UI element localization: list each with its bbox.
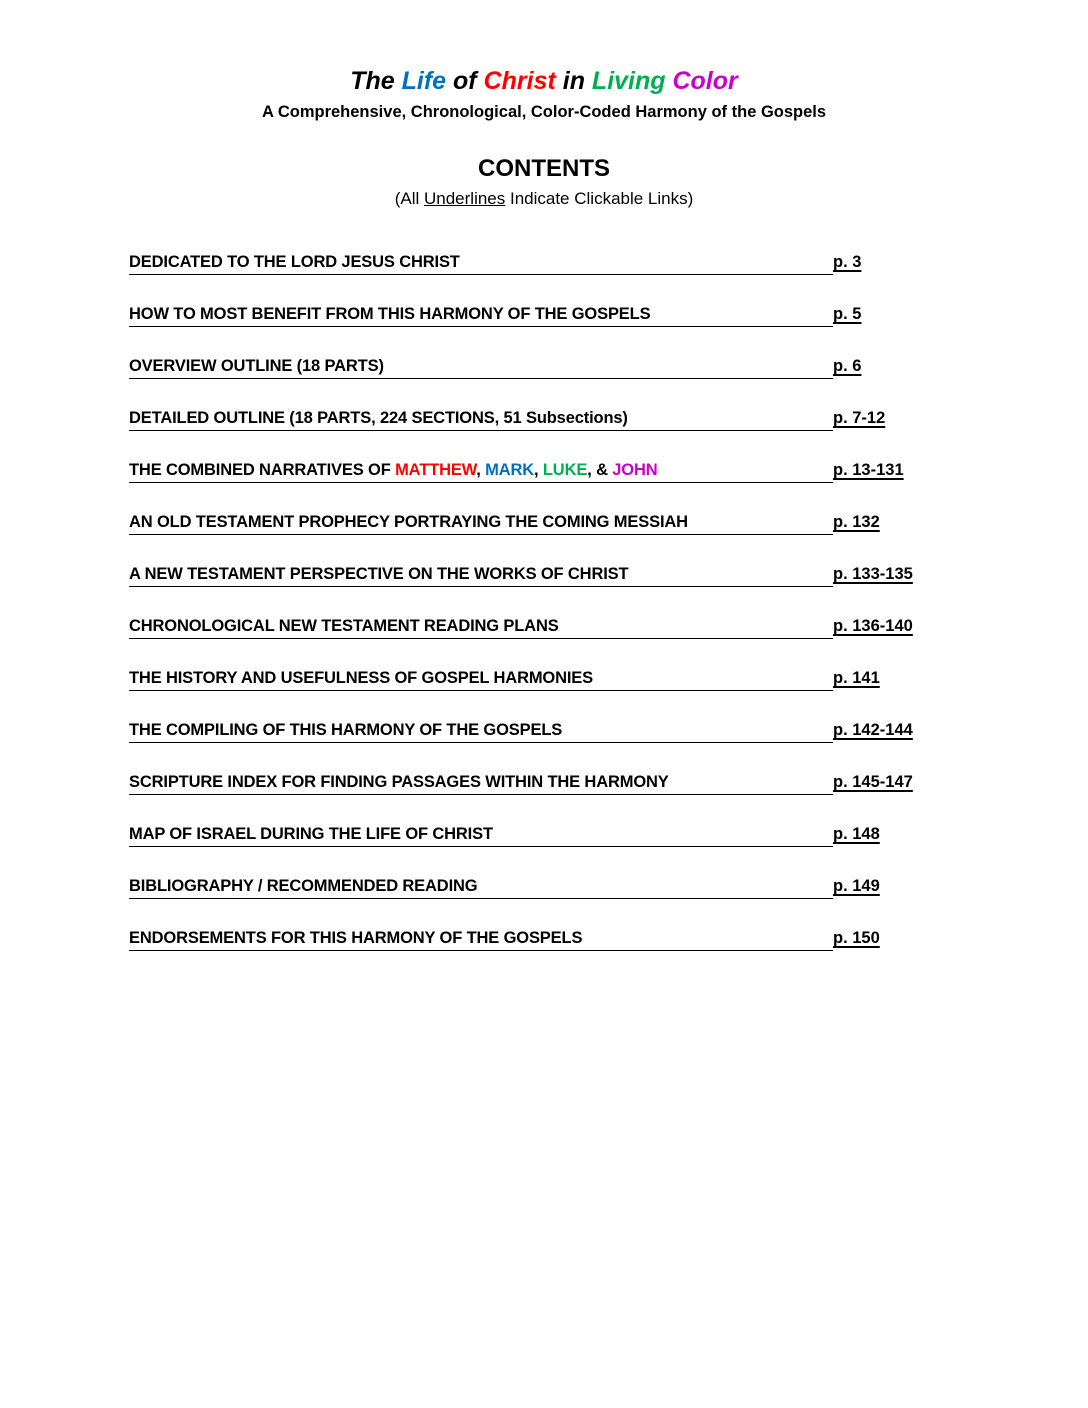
toc-entry-label[interactable]: [129, 457, 658, 483]
toc-entry-title[interactable]: [129, 769, 833, 795]
toc-entry-link[interactable]: [129, 249, 949, 301]
toc-entry-link[interactable]: [129, 769, 949, 821]
toc-entry-label-part: ,: [534, 461, 543, 479]
links-note-suffix: Indicate Clickable Links): [505, 189, 694, 208]
toc-entry-title[interactable]: [129, 457, 833, 483]
toc-entry-label[interactable]: BIBLIOGRAPHY / RECOMMENDED READING: [129, 877, 478, 895]
toc-entry-page[interactable]: p. 5: [833, 305, 862, 323]
toc-entry-label[interactable]: THE COMPILING OF THIS HARMONY OF THE GOSPELS: [129, 721, 563, 739]
toc-entry-link[interactable]: [129, 561, 949, 613]
toc-entry-label[interactable]: DEDICATED TO THE LORD JESUS CHRIST: [129, 253, 460, 271]
toc-entry-label-part: THE COMBINED NARRATIVES OF: [129, 461, 396, 479]
toc-entry-link[interactable]: [129, 873, 949, 925]
toc-entry-page[interactable]: p. 142-144: [833, 721, 913, 739]
toc-entry-label-part: LUKE: [542, 461, 588, 479]
toc-entry-title[interactable]: [129, 717, 833, 743]
toc-entry-link[interactable]: [129, 353, 949, 405]
toc-entry-page[interactable]: p. 6: [833, 357, 862, 375]
toc-entry-label[interactable]: THE HISTORY AND USEFULNESS OF GOSPEL HARMONIES: [129, 669, 594, 687]
toc-entry-link[interactable]: [129, 717, 949, 769]
toc-entry-title[interactable]: [129, 509, 833, 535]
toc-entry-page[interactable]: p. 145-147: [833, 773, 913, 791]
toc-entry-title[interactable]: [129, 925, 833, 951]
toc-entry-page[interactable]: p. 136-140: [833, 617, 913, 635]
toc-entry-label[interactable]: OVERVIEW OUTLINE (18 PARTS): [129, 357, 384, 375]
toc-entry-title[interactable]: [129, 301, 833, 327]
links-note-prefix: (All: [394, 189, 424, 208]
toc-entry-label[interactable]: SCRIPTURE INDEX FOR FINDING PASSAGES WITHIN THE HARMONY: [129, 773, 669, 791]
toc-entry-label[interactable]: MAP OF ISRAEL DURING THE LIFE OF CHRIST: [129, 825, 493, 843]
title-part: in: [555, 67, 592, 95]
table-of-contents: [129, 249, 949, 977]
toc-entry-page[interactable]: p. 7-12: [833, 409, 886, 427]
document-title: [0, 64, 1088, 98]
toc-entry-page[interactable]: p. 132: [833, 513, 880, 531]
toc-entry-page[interactable]: p. 141: [833, 669, 880, 687]
toc-entry-label-part: JOHN: [612, 461, 658, 479]
toc-entry-title[interactable]: [129, 353, 833, 379]
toc-entry-title[interactable]: [129, 405, 833, 431]
toc-entry-label[interactable]: HOW TO MOST BENEFIT FROM THIS HARMONY OF THE GOSPELS: [129, 305, 651, 323]
toc-entry-page[interactable]: p. 148: [833, 825, 880, 843]
toc-entry-page[interactable]: p. 150: [833, 929, 880, 947]
contents-heading: CONTENTS: [478, 155, 610, 182]
toc-entry-label-part: ,: [476, 461, 486, 479]
toc-entry-label-part: MARK: [485, 461, 534, 479]
toc-entry-link[interactable]: [129, 665, 949, 717]
toc-entry-link[interactable]: [129, 821, 949, 873]
toc-entry-label[interactable]: AN OLD TESTAMENT PROPHECY PORTRAYING THE COMING MESSIAH: [129, 513, 688, 531]
toc-entry-page[interactable]: p. 149: [833, 877, 880, 895]
toc-entry-page[interactable]: p. 3: [833, 253, 862, 271]
toc-entry-link[interactable]: [129, 405, 949, 457]
toc-entry-label[interactable]: DETAILED OUTLINE (18 PARTS, 224 SECTIONS, 51 Subsections): [129, 409, 628, 427]
links-note: [0, 187, 1088, 211]
toc-entry-link[interactable]: [129, 301, 949, 353]
toc-entry-page[interactable]: p. 133-135: [833, 565, 913, 583]
title-part: Life: [401, 67, 447, 95]
document-subtitle: A Comprehensive, Chronological, Color-Coded Harmony of the Gospels: [261, 103, 827, 121]
title-part: Color: [672, 67, 738, 95]
toc-entry-title[interactable]: [129, 613, 833, 639]
toc-entry-link[interactable]: [129, 613, 949, 665]
toc-entry-label[interactable]: ENDORSEMENTS FOR THIS HARMONY OF THE GOSPELS: [129, 929, 583, 947]
toc-entry-page[interactable]: p. 13-131: [833, 461, 904, 479]
title-part: of: [446, 67, 484, 95]
toc-entry-title[interactable]: [129, 561, 833, 587]
title-part: Living: [591, 67, 666, 95]
toc-entry-link[interactable]: [129, 457, 949, 509]
toc-entry-title[interactable]: [129, 249, 833, 275]
title-part: The: [350, 67, 402, 95]
toc-entry-link[interactable]: [129, 509, 949, 561]
toc-entry-label[interactable]: A NEW TESTAMENT PERSPECTIVE ON THE WORKS OF CHRIST: [129, 565, 629, 583]
toc-entry-label-part: MATTHEW: [395, 461, 477, 479]
toc-entry-label-part: , &: [587, 461, 613, 479]
toc-entry-title[interactable]: [129, 873, 833, 899]
toc-entry-title[interactable]: [129, 665, 833, 691]
title-part: Christ: [483, 67, 556, 95]
toc-entry-title[interactable]: [129, 821, 833, 847]
toc-entry-link[interactable]: [129, 925, 949, 977]
toc-entry-label[interactable]: CHRONOLOGICAL NEW TESTAMENT READING PLANS: [129, 617, 559, 635]
links-note-underlined: Underlines: [423, 189, 506, 208]
